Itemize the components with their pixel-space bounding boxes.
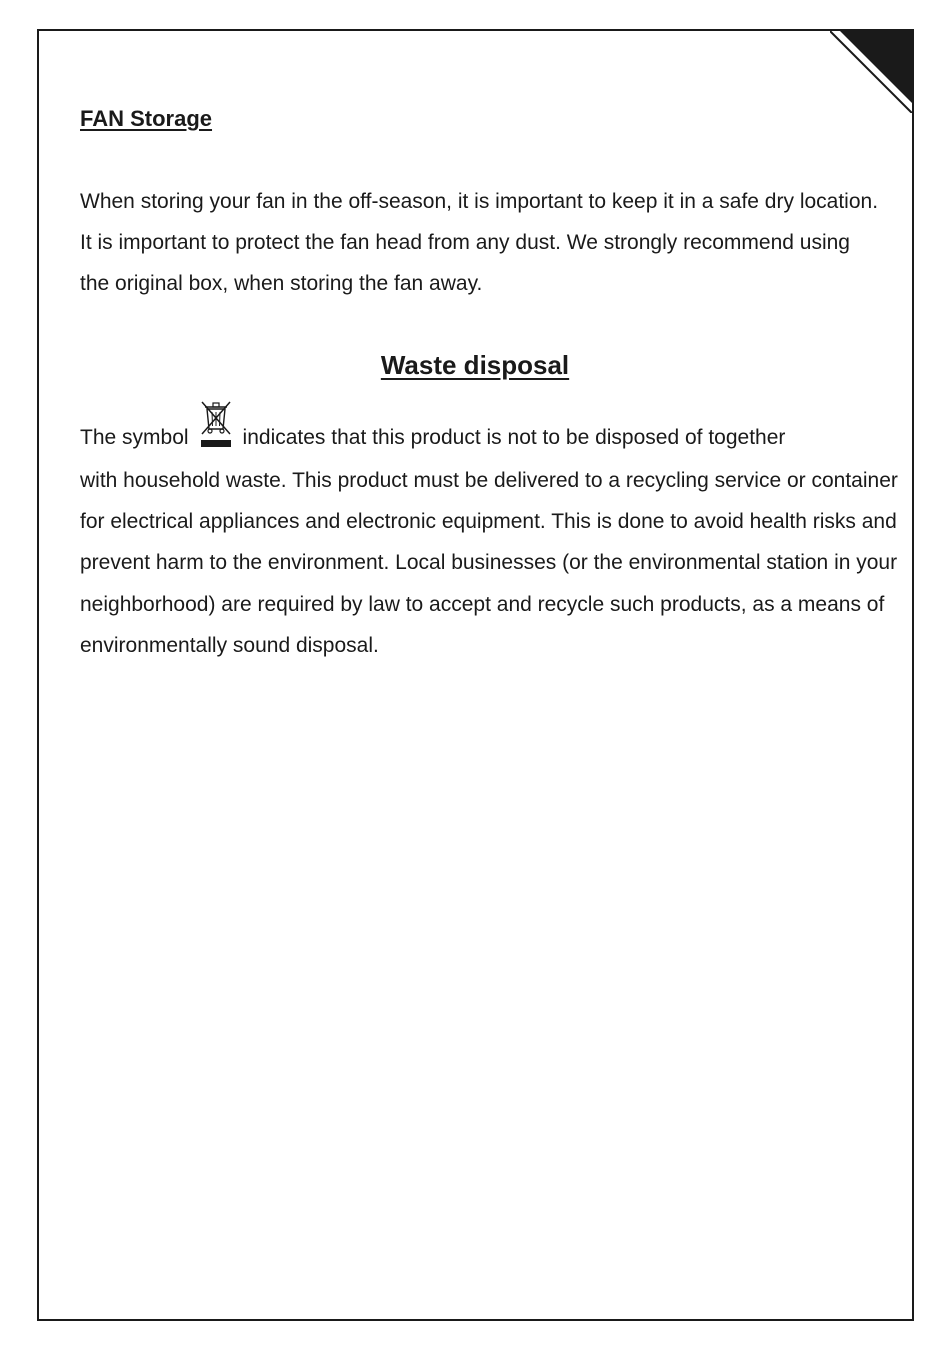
corner-fold-decoration: [830, 31, 912, 113]
waste-disposal-heading: [0, 350, 950, 381]
symbol-tail-text: indicates that this product is not to be disposed of together: [242, 426, 786, 449]
fan-storage-paragraph: When storing your fan in the off-season, it is important to keep it in a safe dry location. It is important to protect the fan head from any dust. We strongly recommend using the original box, when storing the fan away.: [80, 190, 879, 295]
symbol-line: [80, 396, 785, 458]
crossed-out-wheelie-bin-icon: [199, 398, 233, 450]
waste-disposal-paragraph: with household waste. This product must be delivered to a recycling service or container for electrical appliances and electronic equipment. This is done to avoid health risks and prevent harm to the environment. Local businesses (or the environmental station in your neighborhood) are required by law to accept and recycle such products, as a means of environmentally sound disposal.: [80, 469, 898, 657]
waste-disposal-heading-text: Waste disposal: [380, 350, 570, 380]
symbol-lead-text: The symbol: [80, 426, 189, 449]
fan-storage-heading: FAN Storage: [80, 106, 213, 131]
